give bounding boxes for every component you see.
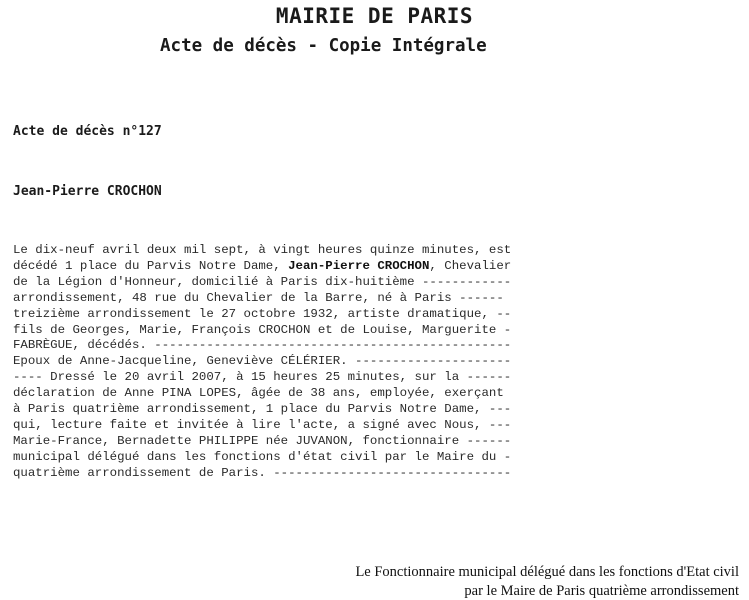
body-line (13, 323, 593, 339)
deceased-name: Jean-Pierre CROCHON (13, 184, 162, 199)
body-line-text: de la Légion d'Honneur, domicilié à Paris dix-huitième ------------ (13, 274, 512, 289)
signature-block (355, 563, 739, 600)
body-line-text: municipal délégué dans les fonctions d'état civil par le Maire du - (13, 449, 512, 464)
body-line (13, 450, 593, 466)
body-line-text: qui, lecture faite et invitée à lire l'acte, a signé avec Nous, --- (13, 417, 512, 432)
body-line-text: décédé 1 place du Parvis Notre Dame, (13, 258, 289, 273)
body-line-text: treizième arrondissement le 27 octobre 1932, artiste dramatique, -- (13, 306, 512, 321)
body-line-text: , Chevalier (429, 258, 512, 273)
body-line-text: FABRÈGUE, décédés. ------------------------------------------------ (13, 338, 512, 353)
body-line-text: fils de Georges, Marie, François CROCHON et de Louise, Marguerite - (13, 322, 512, 337)
body-line (13, 338, 593, 354)
deceased-name-inline: Jean-Pierre CROCHON (288, 258, 430, 273)
body-line-text: Le dix-neuf avril deux mil sept, à vingt heures quinze minutes, est (13, 243, 512, 257)
body-line-text: arrondissement, 48 rue du Chevalier de la Barre, né à Paris ------ (13, 290, 504, 305)
signature-line-2: par le Maire de Paris quatrième arrondissement (464, 583, 739, 599)
body-line-text: déclaration de Anne PINA LOPES, âgée de 38 ans, employée, exerçant (13, 386, 504, 401)
body-line (13, 418, 593, 434)
body-line-text: Epoux de Anne-Jacqueline, Geneviève CÉLÉRIER. --------------------- (13, 354, 512, 369)
body-line (13, 275, 593, 291)
body-line (13, 370, 593, 386)
body-line-text: quatrième arrondissement de Paris. -------------------------------- (13, 465, 512, 480)
body-line (13, 434, 593, 450)
body-line (13, 402, 593, 418)
page-subtitle: Acte de décès - Copie Intégrale (160, 36, 487, 56)
body-line (13, 259, 593, 275)
body-line (13, 354, 593, 370)
body-line (13, 243, 593, 259)
acte-number: Acte de décès n°127 (13, 124, 162, 139)
body-line (13, 466, 593, 482)
body-line-text: ---- Dressé le 20 avril 2007, à 15 heures 25 minutes, sur la ------ (13, 370, 512, 385)
body-line-text: Marie-France, Bernadette PHILIPPE née JUVANON, fonctionnaire ------ (13, 433, 512, 448)
body-line (13, 307, 593, 323)
page-title: MAIRIE DE PARIS (275, 4, 474, 28)
signature-line-1: Le Fonctionnaire municipal délégué dans les fonctions d'Etat civil (355, 564, 739, 580)
body-line-text: à Paris quatrième arrondissement, 1 place du Parvis Notre Dame, --- (13, 402, 512, 417)
body-line (13, 291, 593, 307)
acte-body (13, 243, 593, 482)
body-line (13, 386, 593, 402)
